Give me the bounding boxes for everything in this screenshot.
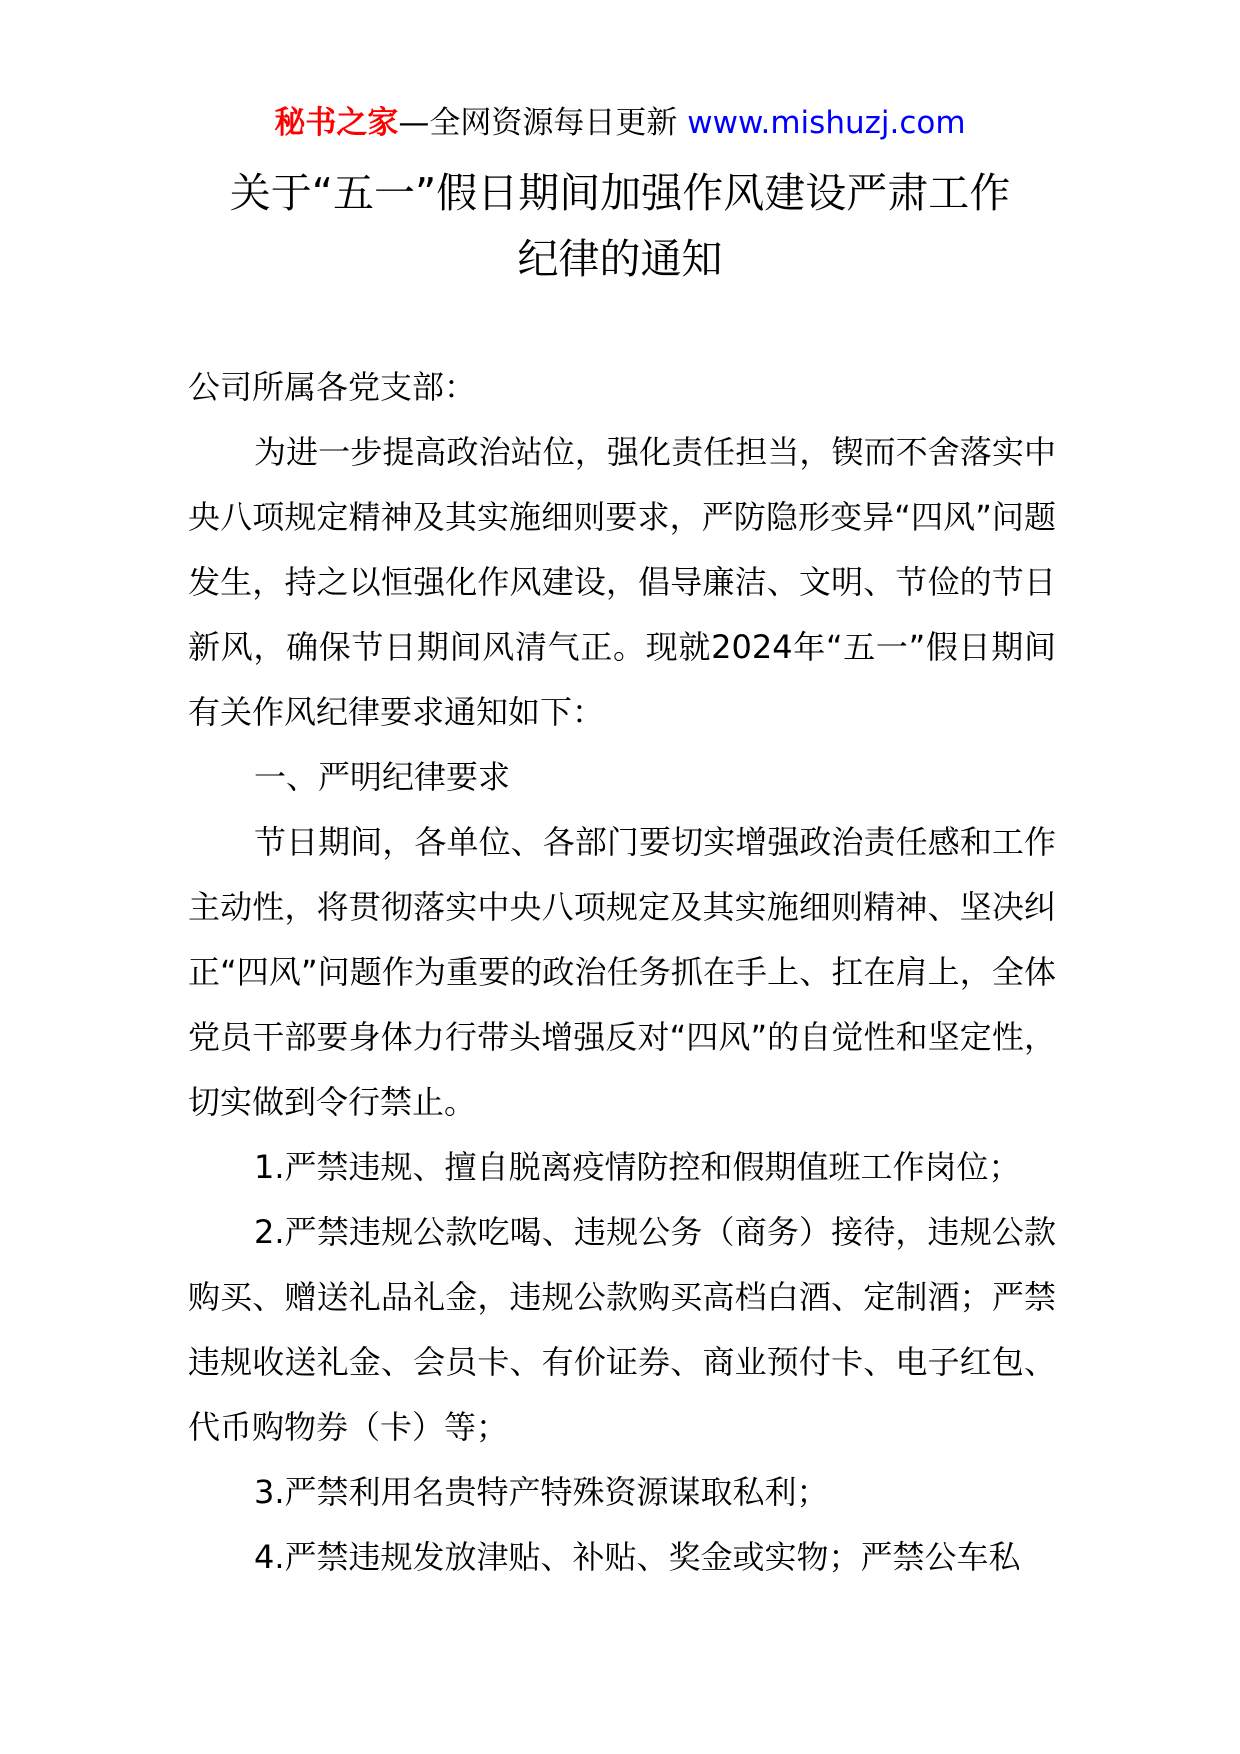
list-item-1: 1.严禁违规、擅自脱离疫情防控和假期值班工作岗位；: [254, 1148, 1021, 1186]
paragraph-intro: 为进一步提高政治站位，强化责任担当，锲而不舍落实中央八项规定精神及其实施细则要求，严防隐形变异“四风”问题发生，持之以恒强化作风建设，倡导廉洁、文明、节俭的节日新风，确保节日期间风清气正。现就2024年“五一”假日期间有关作风纪律要求通知如下：: [188, 433, 1056, 731]
brand-name: 秘书之家: [274, 105, 399, 141]
section-heading: 一、严明纪律要求: [254, 758, 511, 796]
list-item-3: 3.严禁利用名贵特产特殊资源谋取私利；: [254, 1473, 829, 1511]
list-item-4: 4.严禁违规发放津贴、补贴、奖金或实物；严禁公车私: [254, 1538, 1021, 1576]
salutation: 公司所属各党支部：: [188, 368, 477, 406]
title-line-1: 关于“五一”假日期间加强作风建设严肃工作: [229, 169, 1011, 217]
banner-slogan: —全网资源每日更新: [398, 105, 688, 141]
document-body: [188, 355, 1056, 1590]
site-url: www.mishuzj.com: [687, 105, 966, 141]
paragraph-section-1: 节日期间，各单位、各部门要切实增强政治责任感和工作主动性，将贯彻落实中央八项规定及其实施细则精神、坚决纠正“四风”问题作为重要的政治任务抓在手上、扛在肩上，全体党员干部要身体力行带头增强反对“四风”的自觉性和坚定性，切实做到令行禁止。: [188, 823, 1056, 1121]
site-banner: [0, 103, 1240, 143]
list-item-2: 2.严禁违规公款吃喝、违规公务（商务）接待，违规公款购买、赠送礼品礼金，违规公款购买高档白酒、定制酒；严禁违规收送礼金、会员卡、有价证券、商业预付卡、电子红包、代币购物券（卡）等；: [188, 1213, 1056, 1446]
document-title: [150, 160, 1090, 292]
title-line-2: 纪律的通知: [517, 235, 723, 283]
